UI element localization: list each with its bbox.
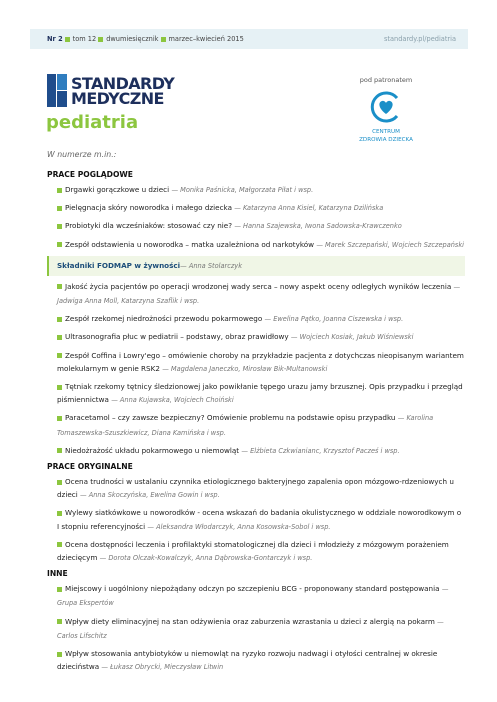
header-bar [30, 29, 468, 49]
bullet-icon [57, 652, 62, 657]
list-item[interactable]: Tętniak rzekomy tętnicy śledzionowej jako powikłanie tępego urazu jamy brzusznej. Opis przypadku i przegląd piśmiennictwa — Anna Kujawska, Wojciech Choiński [57, 382, 463, 405]
category-heading: PRACE POGLĄDOWE [47, 170, 133, 179]
bullet-icon [57, 188, 62, 193]
bullet-icon [57, 511, 62, 516]
logo-mark-icon [47, 74, 67, 107]
frequency: dwumiesięcznik [106, 35, 159, 43]
logo-line-2: MEDYCZNE [71, 88, 164, 108]
category-heading: INNE [47, 569, 68, 579]
bullet-icon [57, 206, 62, 211]
list-item[interactable]: Wpływ diety eliminacyjnej na stan odżywienia oraz zaburzenia wzrastania u dzieci z alergią na pokarm — Carlos Lifschitz [57, 616, 444, 640]
bullet-icon [161, 37, 166, 42]
patron-block [348, 76, 424, 144]
list-item[interactable]: Zespół Coffina i Lowry'ego – omówienie choroby na przykładzie pacjenta z dotychczas nieopisanym wariantem molekularnym w genie RSK2 — Magdalena Janeczko, Mirosław Bik-Multanowski [57, 350, 464, 373]
bullet-icon [57, 385, 62, 390]
section-title: pediatria [46, 112, 139, 133]
list-item[interactable]: Niedożrażość układu pokarmowego u niemowląt — Elżbieta Czkwianianc, Krzysztof Pacześ i wsp. [57, 444, 465, 458]
bullet-icon [57, 448, 62, 453]
bullet-icon [57, 284, 62, 289]
patron-name-1: CENTRUM [372, 129, 400, 135]
list-item[interactable]: Ultrasonografia płuc w pediatrii – podstawy, obraz prawidłowy — Wojciech Kosiak, Jakub Wiśniewski [57, 330, 465, 344]
list-item[interactable]: Paracetamol – czy zawsze bezpieczny? Omówienie problemu na podstawie opisu przypadku — Karolina Tomaszewska-Szuszkiewicz, Diana Kamińska i wsp. [57, 413, 434, 437]
bullet-icon [57, 242, 62, 247]
list-item[interactable]: Pielęgnacja skóry noworodka i małego dziecka — Katarzyna Anna Kisiel, Katarzyna Dzilińska [57, 201, 465, 215]
issue-number: Nr 2 [47, 35, 63, 43]
journal-url[interactable]: standardy.pl/pediatria [383, 35, 456, 43]
bullet-icon [57, 353, 62, 358]
bullet-icon [57, 587, 62, 592]
patron-label: pod patronatem [359, 76, 413, 84]
list-item[interactable]: Jakość życia pacjentów po operacji wrodzonej wady serca – nowy aspekt oceny odległych wyników leczenia — Jadwiga Anna Moll, Katarzyna Szaflik i wsp. [57, 281, 461, 306]
bullet-icon [57, 619, 62, 624]
volume: tom 12 [72, 35, 97, 43]
bullet-icon [57, 335, 62, 340]
list-item[interactable]: Ocena dostępności leczenia i profilaktyki stomatologicznej dla dzieci i młodzieży z mózgowym porażeniem dziecięcym — Dorota Olczak-Kowalczyk, Anna Dąbrowska-Gontarczyk i wsp. [57, 539, 449, 563]
bullet-icon [57, 224, 62, 229]
bullet-icon [65, 37, 70, 42]
category-heading: PRACE ORYGINALNE [47, 462, 133, 472]
featured-item[interactable]: Składniki FODMAP w żywności— Anna Stolarczyk [47, 256, 465, 276]
intro-text: W numerze m.in.: [47, 150, 117, 159]
bullet-icon [57, 480, 62, 485]
patron-name-2: ZDROWIA DZIECKA [359, 137, 413, 143]
list-item[interactable]: Wylewy siatkówkowe u noworodków - ocena wskazań do badania okulistycznego w oddziale noworodkowym o I stopniu referencyjności — Aleksandra Włodarczyk, Anna Kosowska-Sobol i wsp. [57, 508, 462, 531]
list-item[interactable]: Ocena trudności w ustalaniu czynnika etiologicznego bakteryjnego zapalenia opon mózgowo-rdzeniowych u dzieci — Anna Skoczyńska, Ewelina Gowin i wsp. [57, 477, 454, 500]
brand-logo [47, 74, 174, 107]
bullet-icon [57, 317, 62, 322]
period: marzec–kwiecień 2015 [168, 35, 244, 43]
bullet-icon [98, 37, 103, 42]
logo-line-1: STANDARDY [71, 73, 175, 93]
list-item[interactable]: Drgawki gorączkowe u dzieci — Monika Paśnicka, Małgorzata Piłat i wsp. [57, 183, 465, 197]
list-item[interactable]: Zespół rzekomej niedrożności przewodu pokarmowego — Ewelina Pątko, Joanna Ciszewska i wsp. [57, 312, 465, 326]
contents-list [47, 168, 465, 678]
list-item[interactable]: Probiotyki dla wcześniaków: stosować czy nie? — Hanna Szajewska, Iwona Sadowska-Krawczenko [57, 219, 465, 233]
list-item[interactable]: Miejscowy i uogólniony niepożądany odczyn po szczepieniu BCG - proponowany standard postępowania — Grupa Ekspertów [57, 584, 449, 608]
list-item[interactable]: Zespół odstawienia u noworodka – matka uzależniona od narkotyków — Marek Szczepański, Wojciech Szczepański [57, 238, 465, 252]
bullet-icon [57, 542, 62, 547]
list-item[interactable]: Wpływ stosowania antybiotyków u niemowląt na ryzyko rozwoju nadwagi i otyłości centralnej w okresie dzieciństwa — Łukasz Obrycki, Mieczysław Litwin [57, 649, 438, 672]
heart-emblem-icon [369, 90, 403, 124]
bullet-icon [57, 416, 62, 421]
